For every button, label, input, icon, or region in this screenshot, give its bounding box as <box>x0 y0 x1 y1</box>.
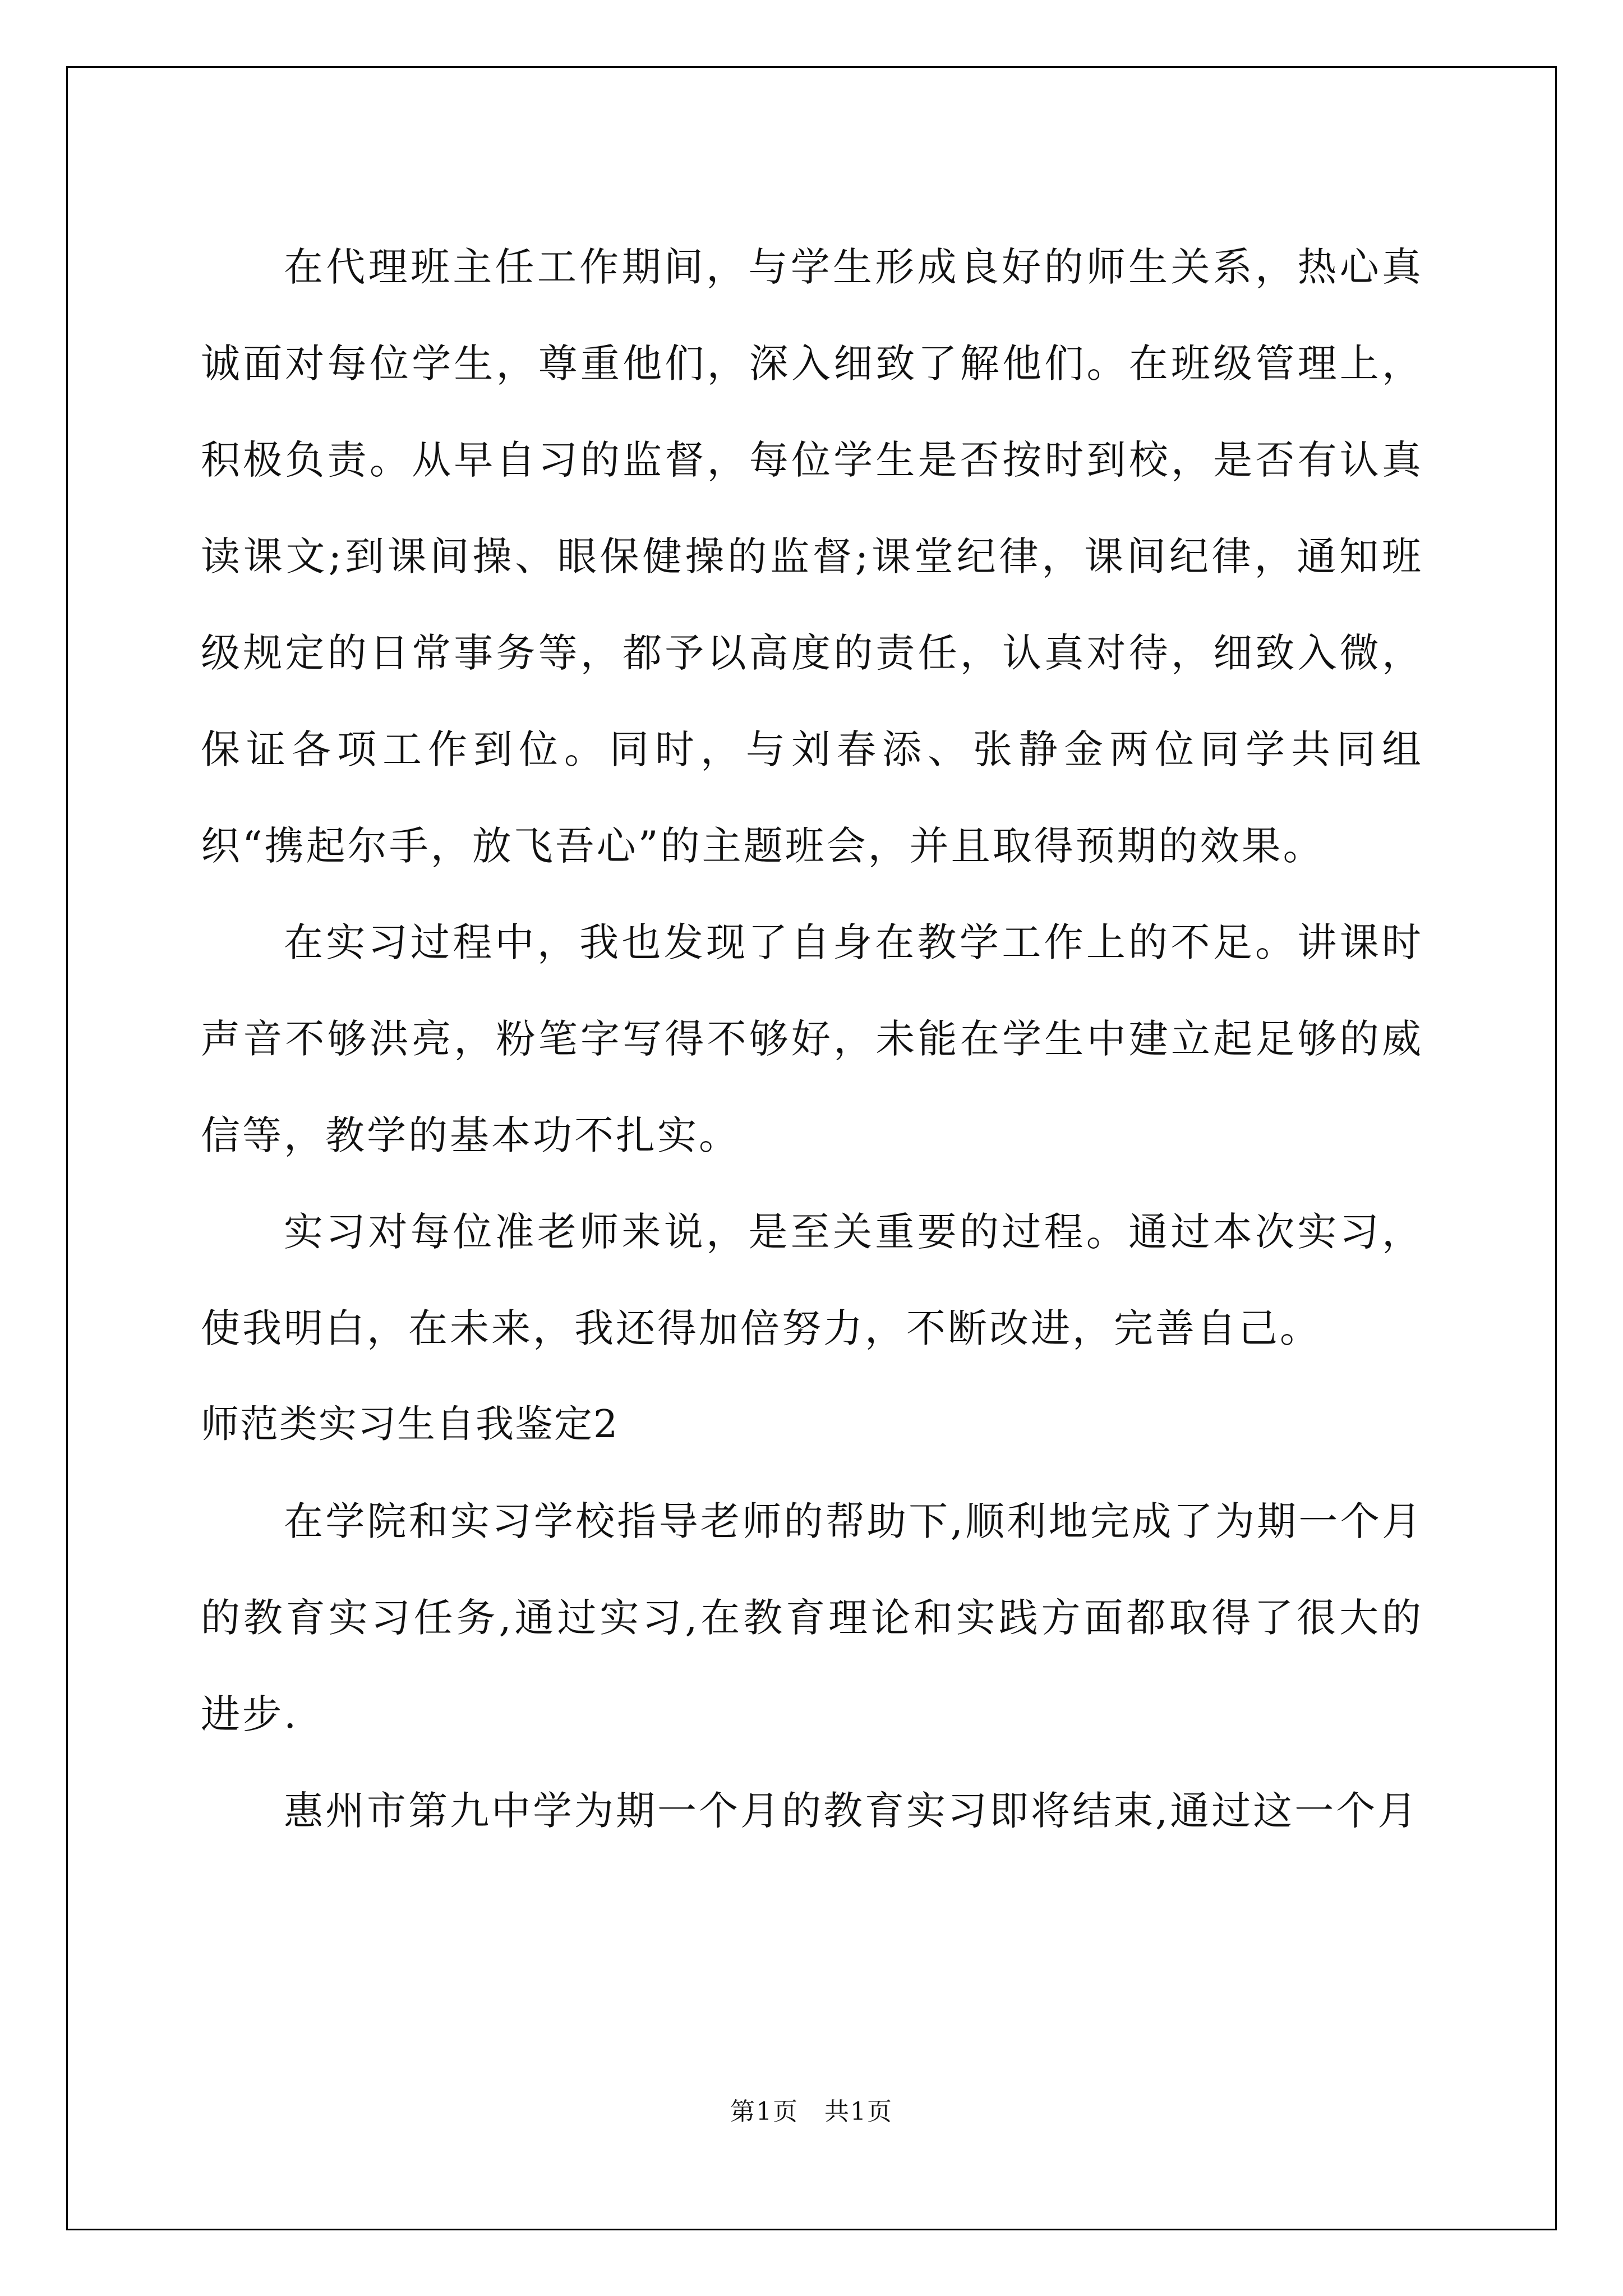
paragraph-2: 在实习过程中，我也发现了自身在教学工作上的不足。讲课时声音不够洪亮，粉笔字写得不够好，未能在学生中建立起足够的威信等，教学的基本功不扎实。 <box>201 919 1423 1158</box>
page-footer: 第1页 共1页 <box>730 2097 893 2126</box>
paragraph-4: 在学院和实习学校指导老师的帮助下,顺利地完成了为期一个月的教育实习任务,通过实习,在教育理论和实践方面都取得了很大的进步. <box>201 1498 1423 1737</box>
section-heading: 师范类实习生自我鉴定2 <box>201 1402 619 1447</box>
paragraph-5: 惠州市第九中学为期一个月的教育实习即将结束,通过这一个月 <box>284 1788 1419 1834</box>
paragraph-3: 实习对每位准老师来说，是至关重要的过程。通过本次实习，使我明白，在未来，我还得加倍努力，不断改进，完善自己。 <box>201 1209 1423 1351</box>
document-body <box>201 219 1423 1859</box>
paragraph-1: 在代理班主任工作期间，与学生形成良好的师生关系，热心真诚面对每位学生，尊重他们，深入细致了解他们。在班级管理上，积极负责。从早自习的监督，每位学生是否按时到校，是否有认真读课文;到课间操、眼保健操的监督;课堂纪律，课间纪律，通知班级规定的日常事务等，都予以高度的责任，认真对待，细致入微，保证各项工作到位。同时，与刘春添、张静金两位同学共同组织“携起尔手，放飞吾心”的主题班会，并且取得预期的效果。 <box>201 244 1423 869</box>
